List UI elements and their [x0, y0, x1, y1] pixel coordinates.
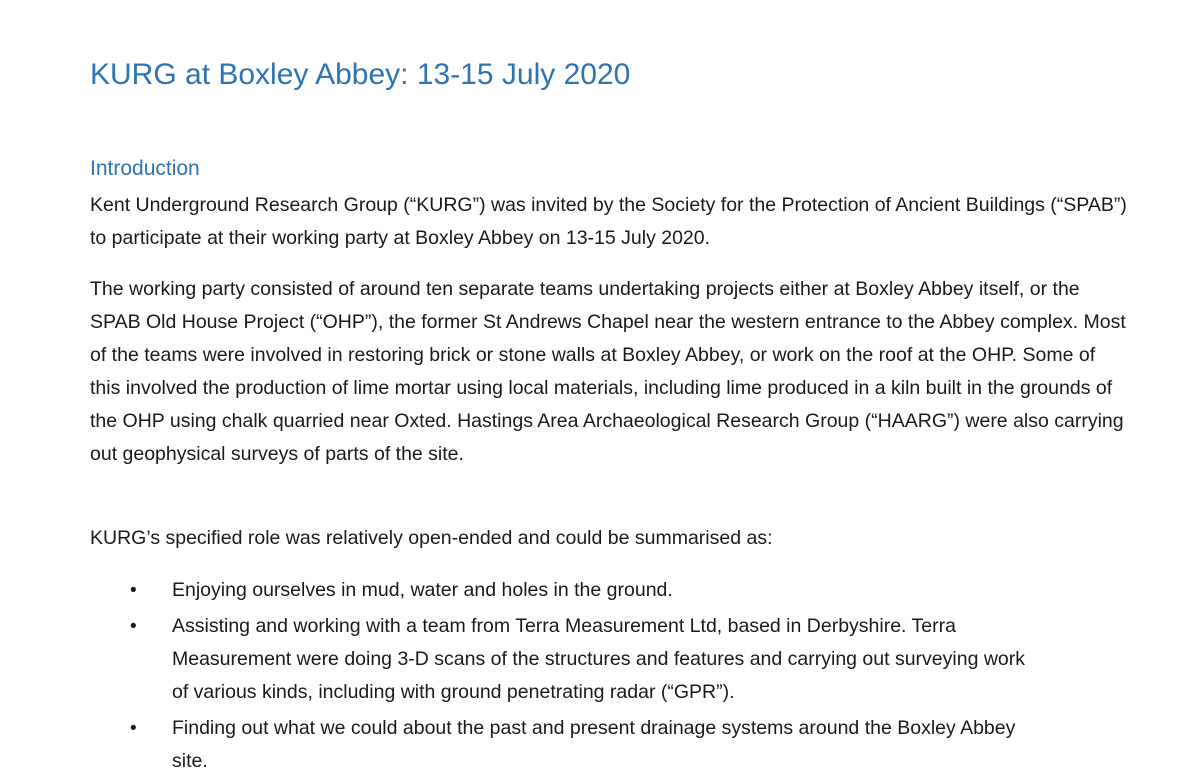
- section-heading-introduction: Introduction: [90, 157, 200, 180]
- list-item: [90, 610, 1042, 709]
- list-item-text: Finding out what we could about the past and present drainage systems around the Boxley Abbey site.: [172, 717, 1016, 772]
- bullet-icon: •: [130, 580, 137, 601]
- paragraph-role-intro: KURG’s specified role was relatively open-ended and could be summarised as:: [90, 527, 773, 549]
- document-title: KURG at Boxley Abbey: 13-15 July 2020: [90, 58, 631, 91]
- list-item-text: Assisting and working with a team from Terra Measurement Ltd, based in Derbyshire. Terra Measurement were doing 3-D scans of the structures and features and carrying out surveying work of various kinds, including with ground penetrating radar (“GPR”).: [172, 615, 1026, 703]
- paragraph-invitation: Kent Underground Research Group (“KURG”) was invited by the Society for the Protection of Ancient Buildings (“SPAB”) to participate at their working party at Boxley Abbey on 13-15 July 2020.: [90, 194, 1127, 249]
- paragraph-working-party: The working party consisted of around ten separate teams undertaking projects either at Boxley Abbey itself, or the SPAB Old House Project (“OHP”), the former St Andrews Chapel near the western entrance to the Abbey complex. Most of the teams were involved in restoring brick or stone walls at Boxley Abbey, or work on the roof at the OHP. Some of this involved the production of lime mortar using local materials, including lime produced in a kiln built in the grounds of the OHP using chalk quarried near Oxted. Hastings Area Archaeological Research Group (“HAARG”) were also carrying out geophysical surveys of parts of the site.: [90, 278, 1126, 465]
- list-item: [90, 574, 1042, 607]
- bullet-icon: •: [130, 616, 137, 637]
- role-bullet-list: [90, 574, 1130, 781]
- list-item-text: Enjoying ourselves in mud, water and holes in the ground.: [172, 579, 673, 601]
- list-item: [90, 712, 1042, 778]
- bullet-icon: •: [130, 718, 137, 739]
